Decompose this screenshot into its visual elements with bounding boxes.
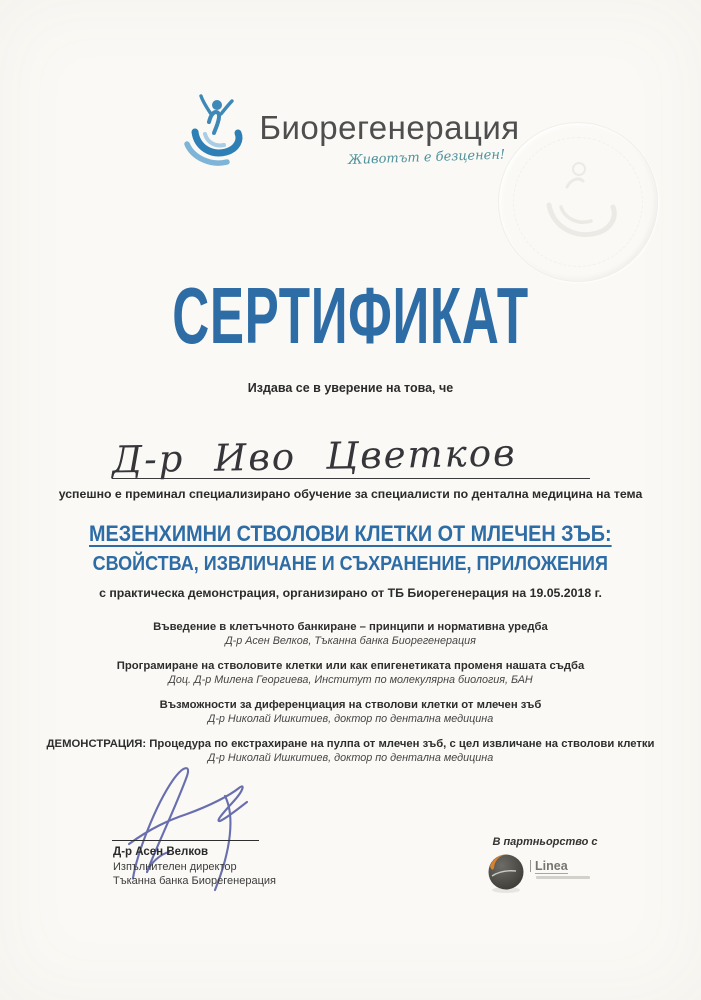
recipient-name-line	[111, 428, 590, 482]
logo-name: Биорегенерация	[259, 109, 520, 146]
agenda-item-speaker: Д-р Николай Ишкитиев, доктор по дентална медицина	[207, 752, 494, 764]
seal-swirl-icon	[527, 147, 627, 257]
certificate-title: СЕРТИФИКАТ	[172, 271, 529, 360]
linea-logo-text: Linea	[530, 860, 568, 872]
agenda-item-title: Програмиране на стволовите клетки или как епигенетиката променя нашата съдба	[116, 660, 585, 672]
issued-line: Издава се в уверение на това, че	[247, 381, 454, 395]
agenda-item-title: Възможности за диференциация на стволови клетки от млечен зъб	[159, 699, 542, 711]
agenda-item-title: Въведение в клетъчното банкиране – принципи и нормативна уредба	[153, 621, 548, 633]
statement-line: успешно е преминал специализирано обучение за специалисти по дентална медицина на тема	[58, 487, 643, 501]
topic-title-line1: МЕЗЕНХИМНИ СТВОЛОВИ КЛЕТКИ ОТ МЛЕЧЕН ЗЪБ:	[89, 521, 612, 546]
linea-tagline	[536, 876, 590, 879]
signatory-name: Д-р Асен Велков	[113, 846, 209, 858]
linea-sphere-icon	[486, 852, 526, 894]
bioregeneration-swirl-icon	[181, 92, 247, 174]
agenda-item-speaker: Доц. Д-р Милена Георгиева, Институт по молекулярна биология, БАН	[168, 674, 533, 686]
signature-line	[112, 840, 259, 841]
topic-title-line2: СВОЙСТВА, ИЗВЛИЧАНЕ И СЪХРАНЕНИЕ, ПРИЛОЖЕНИЯ	[92, 553, 609, 575]
agenda-item	[0, 698, 701, 726]
agenda-list	[0, 620, 701, 776]
embossed-seal	[498, 122, 658, 282]
agenda-item-speaker: Д-р Николай Ишкитиев, доктор по дентална медицина	[207, 713, 494, 725]
partner-label: В партньорство с	[492, 836, 598, 848]
agenda-item-title: ДЕМОНСТРАЦИЯ: Процедура по екстрахиране на пулпа от млечен зъб, с цел извличане на стволови клетки	[46, 738, 655, 750]
agenda-item	[0, 620, 701, 648]
logo-slogan: Животът е безценен!	[348, 147, 506, 168]
agenda-item	[0, 659, 701, 687]
signatory-org: Тъканна банка Биорегенерация	[113, 875, 276, 887]
topic-details: с практическа демонстрация, организирано от ТБ Биорегенерация на 19.05.2018 г.	[99, 586, 602, 600]
agenda-item-speaker: Д-р Асен Велков, Тъканна банка Биорегенерация	[225, 635, 476, 647]
signatory-block	[113, 845, 276, 888]
signatory-role: Изпълнителен директор	[113, 861, 237, 873]
recipient-name: Д-р Иво Цветков	[111, 431, 517, 482]
